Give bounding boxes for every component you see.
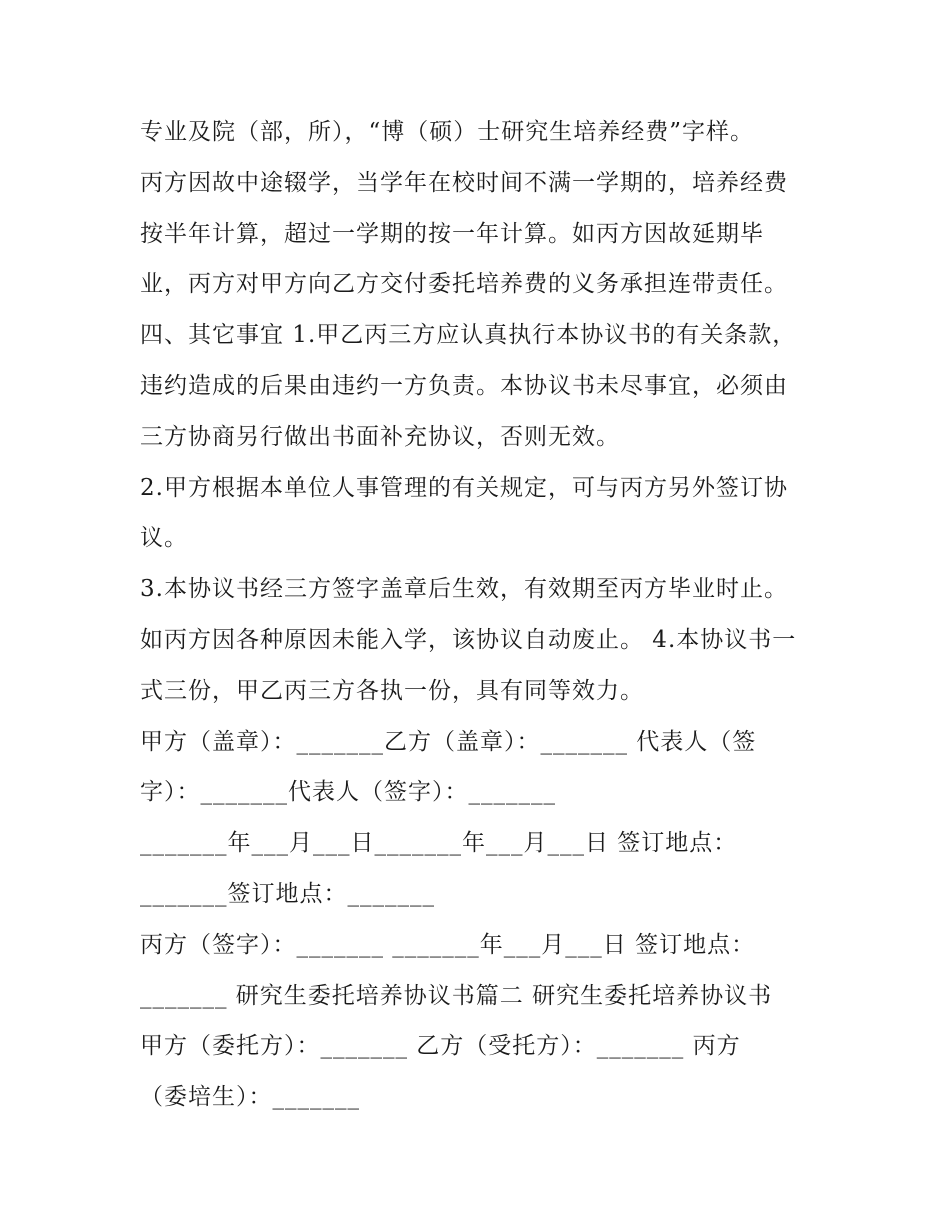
text-line: 丙方因故中途辍学，当学年在校时间不满一学期的，培养经费 xyxy=(140,169,788,196)
text-line: 2.甲方根据本单位人事管理的有关规定，可与丙方另外签订协 xyxy=(140,474,788,501)
text-line: 式三份，甲乙丙三方各执一份，具有同等效力。 xyxy=(140,677,644,704)
party-line: 甲方（委托方）：_______ 乙方（受托方）：_______ 丙方 xyxy=(140,1033,741,1060)
text-line: 三方协商另行做出书面补充协议，否则无效。 xyxy=(140,423,620,450)
signature-line: 字）：_______代表人（签字）：_______ xyxy=(140,779,556,806)
text-line: 议。 xyxy=(140,525,188,552)
text-line: 3.本协议书经三方签字盖章后生效，有效期至丙方毕业时止。 xyxy=(140,576,788,603)
agreement-body-text xyxy=(140,107,820,1123)
section-title-line: _______ 研究生委托培养协议书篇二 研究生委托培养协议书 xyxy=(140,982,773,1009)
text-line: 如丙方因各种原因未能入学，该协议自动废止。 4.本协议书一 xyxy=(140,626,797,653)
date-line: _______年___月___日_______年___月___日 签订地点： xyxy=(140,830,738,857)
text-line: 违约造成的后果由违约一方负责。本协议书未尽事宜，必须由 xyxy=(140,372,788,399)
text-line: 四、其它事宜 1.甲乙丙三方应认真执行本协议书的有关条款， xyxy=(140,322,797,349)
signature-line: 甲方（盖章）：_______乙方（盖章）：_______ 代表人（签 xyxy=(140,728,757,755)
text-line: 按半年计算，超过一学期的按一年计算。如丙方因故延期毕 xyxy=(140,220,764,247)
text-line: 专业及院（部，所），“博（硕）士研究生培养经费”字样。 xyxy=(140,119,755,145)
signature-line: 丙方（签字）：_______ _______年___月___日 签订地点： xyxy=(140,931,756,958)
signing-place-line: _______签订地点：_______ xyxy=(140,880,435,907)
party-line: （委培生）：_______ xyxy=(140,1084,360,1111)
text-line: 业，丙方对甲方向乙方交付委托培养费的义务承担连带责任。 xyxy=(140,271,788,298)
